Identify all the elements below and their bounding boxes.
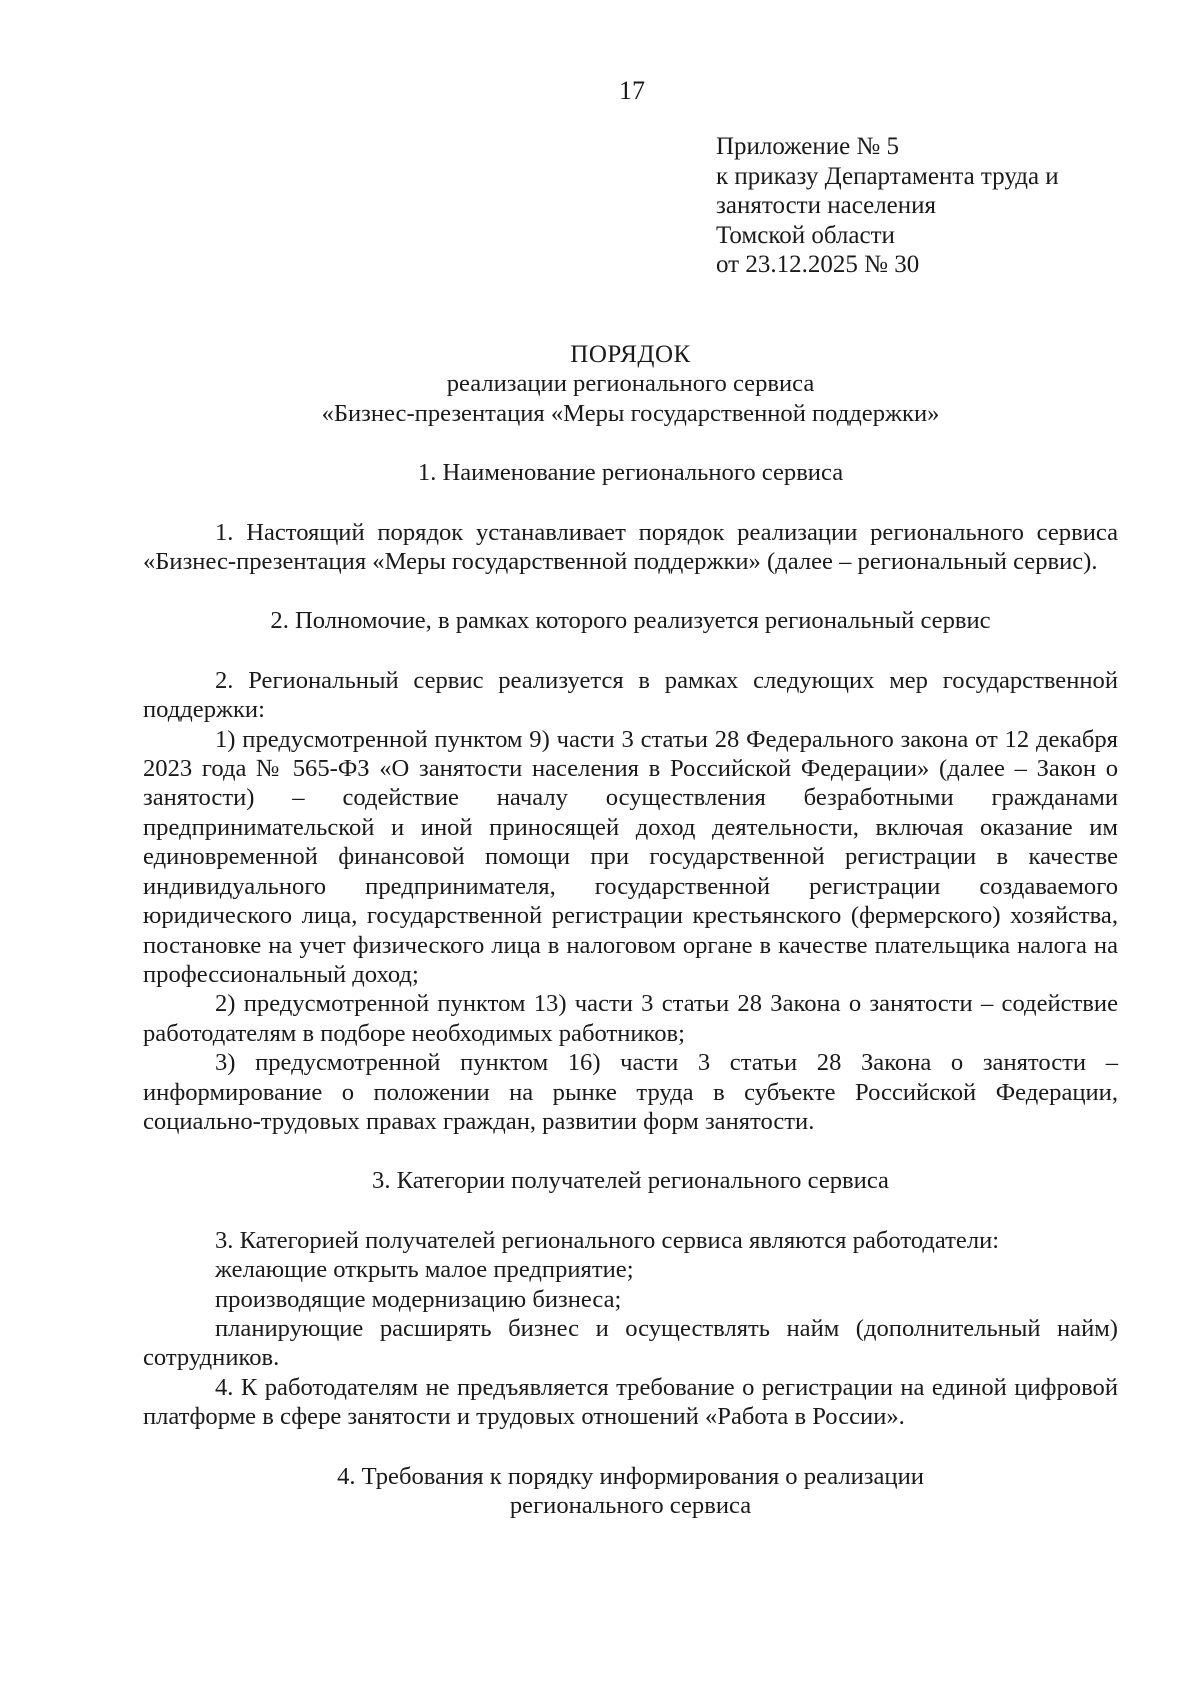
- section-heading-continuation: регионального сервиса: [509, 1492, 752, 1519]
- section-heading: 1. Наименование регионального сервиса: [417, 459, 844, 487]
- annex-line: занятости населения: [716, 192, 937, 219]
- paragraph: 3. Категорией получателей регионального сервиса являются работодатели:: [215, 1226, 1000, 1254]
- document-subtitle-line: реализации регионального сервиса: [446, 370, 815, 398]
- annex-line: Приложение № 5: [716, 133, 900, 160]
- paragraph: 1. Настоящий порядок устанавливает порядок реализации регионального сервиса «Бизнес-презентация «Меры государственной поддержки» (далее – региональный сервис).: [143, 518, 1118, 576]
- list-item: производящие модернизацию бизнеса;: [215, 1285, 622, 1313]
- page-number: 17: [619, 76, 645, 105]
- section-heading: 3. Категории получателей регионального сервиса: [372, 1167, 889, 1195]
- annex-line: к приказу Департамента труда и: [716, 162, 1059, 190]
- section-heading: 2. Полномочие, в рамках которого реализуется региональный сервис: [270, 607, 991, 635]
- list-item: желающие открыть малое предприятие;: [215, 1256, 634, 1284]
- list-item: 1) предусмотренной пунктом 9) части 3 статьи 28 Федерального закона от 12 декабря 2023 года № 565-ФЗ «О занятости населения в Российской Федерации» (далее – Закон о занятости) – содействие началу осуществления безработными гражданами предпринимательской и иной приносящей доход деятельности, включая оказание им единовременной финансовой помощи при государственной регистрации в качестве индивидуального предпринимателя, государственной регистрации создаваемого юридического лица, государственной регистрации крестьянского (фермерского) хозяйства, постановке на учет физического лица в налоговом органе в качестве плательщика налога на профессиональный доход;: [143, 725, 1118, 988]
- annex-line: от 23.12.2025 № 30: [716, 251, 920, 278]
- list-item: планирующие расширять бизнес и осуществлять найм (дополнительный найм) сотрудников.: [143, 1314, 1118, 1372]
- paragraph: 4. К работодателям не предъявляется требование о регистрации на единой цифровой платформе в сфере занятости и трудовых отношений «Работа в России».: [143, 1373, 1118, 1431]
- section-heading: 4. Требования к порядку информирования о реализации: [337, 1462, 924, 1490]
- document-subtitle-line: «Бизнес-презентация «Меры государственной поддержки»: [321, 399, 940, 427]
- annex-line: Томской области: [716, 221, 895, 249]
- list-item: 2) предусмотренной пунктом 13) части 3 статьи 28 Закона о занятости – содействие работодателям в подборе необходимых работников;: [143, 990, 1118, 1047]
- document-title: ПОРЯДОК: [570, 341, 691, 368]
- paragraph: 2. Региональный сервис реализуется в рамках следующих мер государственной поддержки:: [143, 666, 1118, 724]
- annex-block: [716, 132, 1059, 280]
- document-body: [143, 340, 1118, 1520]
- list-item: 3) предусмотренной пунктом 16) части 3 статьи 28 Закона о занятости – информирование о положении на рынке труда в субъекте Российской Федерации, социально-трудовых правах граждан, развитии форм занятости.: [143, 1049, 1118, 1135]
